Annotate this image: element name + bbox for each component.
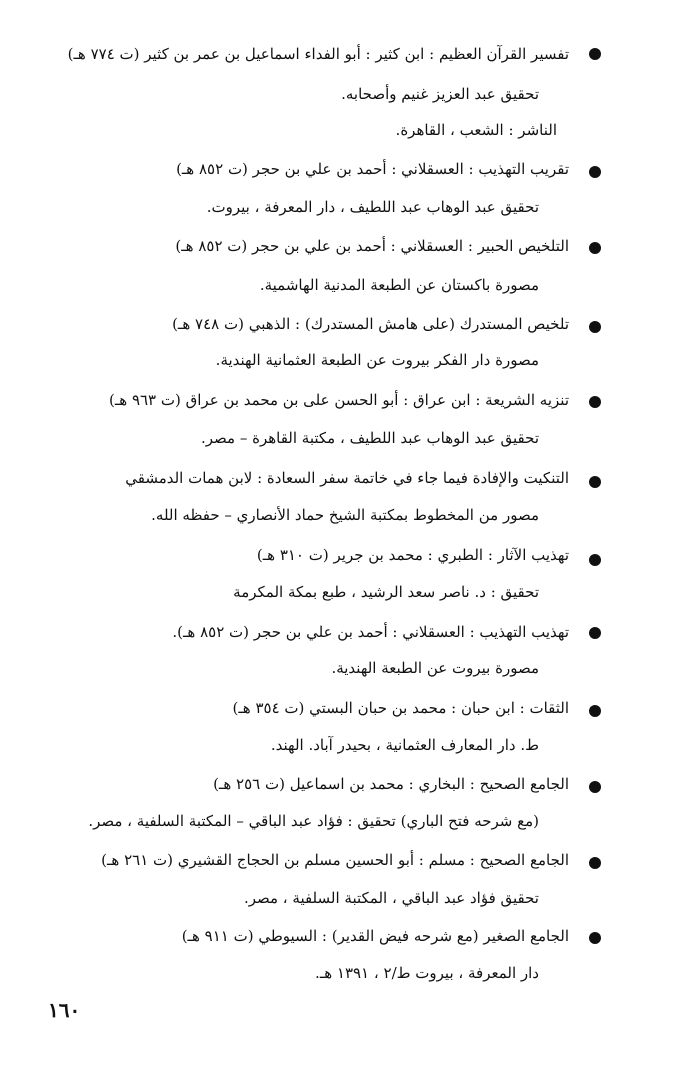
- entry-detail: مصورة بيروت عن الطبعة الهندية.: [331, 659, 539, 677]
- bullet-icon: [589, 396, 601, 408]
- entry-detail: (مع شرحه فتح الباري) تحقيق : فؤاد عبد الباقي – المكتبة السلفية ، مصر.: [88, 812, 539, 830]
- entry-title: الثقات : ابن حبان : محمد بن حبان البستي (ت ٣٥٤ هـ): [232, 699, 569, 717]
- entry-title: تهذيب التهذيب : العسقلاني : أحمد بن علي بن حجر (ت ٨٥٢ هـ).: [172, 623, 569, 641]
- bullet-icon: [589, 166, 601, 178]
- entry-title: تقريب التهذيب : العسقلاني : أحمد بن علي بن حجر (ت ٨٥٢ هـ): [176, 160, 569, 178]
- entry-title: تلخيص المستدرك (على هامش المستدرك) : الذهبي (ت ٧٤٨ هـ): [172, 315, 569, 333]
- page-number: ١٦٠: [48, 998, 81, 1022]
- bullet-icon: [589, 781, 601, 793]
- entry-detail: مصور من المخطوط بمكتبة الشيخ حماد الأنصاري – حفظه الله.: [151, 506, 539, 524]
- entry-detail: تحقيق عبد الوهاب عبد اللطيف ، دار المعرفة ، بيروت.: [206, 198, 539, 216]
- entry-detail: مصورة باكستان عن الطبعة المدنية الهاشمية.: [259, 276, 539, 294]
- bullet-icon: [589, 554, 601, 566]
- entry-detail: ط. دار المعارف العثمانية ، بحيدر آباد. الهند.: [270, 736, 539, 754]
- bullet-icon: [589, 48, 601, 60]
- entry-detail: تحقيق عبد العزيز غنيم وأصحابه.: [341, 85, 539, 103]
- entry-title: الجامع الصحيح : البخاري : محمد بن اسماعيل (ت ٢٥٦ هـ): [213, 775, 569, 793]
- bullet-icon: [589, 932, 601, 944]
- entry-detail: مصورة دار الفكر بيروت عن الطبعة العثمانية الهندية.: [215, 351, 539, 369]
- entry-title: تفسير القرآن العظيم : ابن كثير : أبو الفداء اسماعيل بن عمر بن كثير (ت ٧٧٤ هـ): [67, 45, 569, 63]
- entry-title: الجامع الصحيح : مسلم : أبو الحسين مسلم بن الحجاج القشيري (ت ٢٦١ هـ): [101, 851, 569, 869]
- entry-title: الجامع الصغير (مع شرحه فيض القدير) : السيوطي (ت ٩١١ هـ): [181, 927, 569, 945]
- entry-detail: دار المعرفة ، بيروت ط/٢ ، ١٣٩١ هـ.: [315, 964, 539, 982]
- entry-detail: تحقيق عبد الوهاب عبد اللطيف ، مكتبة القاهرة – مصر.: [200, 429, 539, 447]
- entry-title: التلخيص الحبير : العسقلاني : أحمد بن علي بن حجر (ت ٨٥٢ هـ): [175, 237, 569, 255]
- entry-detail: الناشر : الشعب ، القاهرة.: [395, 121, 557, 139]
- bullet-icon: [589, 242, 601, 254]
- entry-title: تنزيه الشريعة : ابن عراق : أبو الحسن على بن محمد بن عراق (ت ٩٦٣ هـ): [109, 391, 569, 409]
- bullet-icon: [589, 857, 601, 869]
- entry-title: التنكيت والإفادة فيما جاء في خاتمة سفر السعادة : لابن همات الدمشقي: [125, 469, 569, 487]
- bullet-icon: [589, 627, 601, 639]
- bullet-icon: [589, 476, 601, 488]
- entry-detail: تحقيق فؤاد عبد الباقي ، المكتبة السلفية ، مصر.: [243, 889, 539, 907]
- entry-detail: تحقيق : د. ناصر سعد الرشيد ، طبع بمكة المكرمة: [233, 583, 539, 601]
- bullet-icon: [589, 321, 601, 333]
- entry-title: تهذيب الآثار : الطبري : محمد بن جرير (ت ٣١٠ هـ): [256, 546, 569, 564]
- bullet-icon: [589, 705, 601, 717]
